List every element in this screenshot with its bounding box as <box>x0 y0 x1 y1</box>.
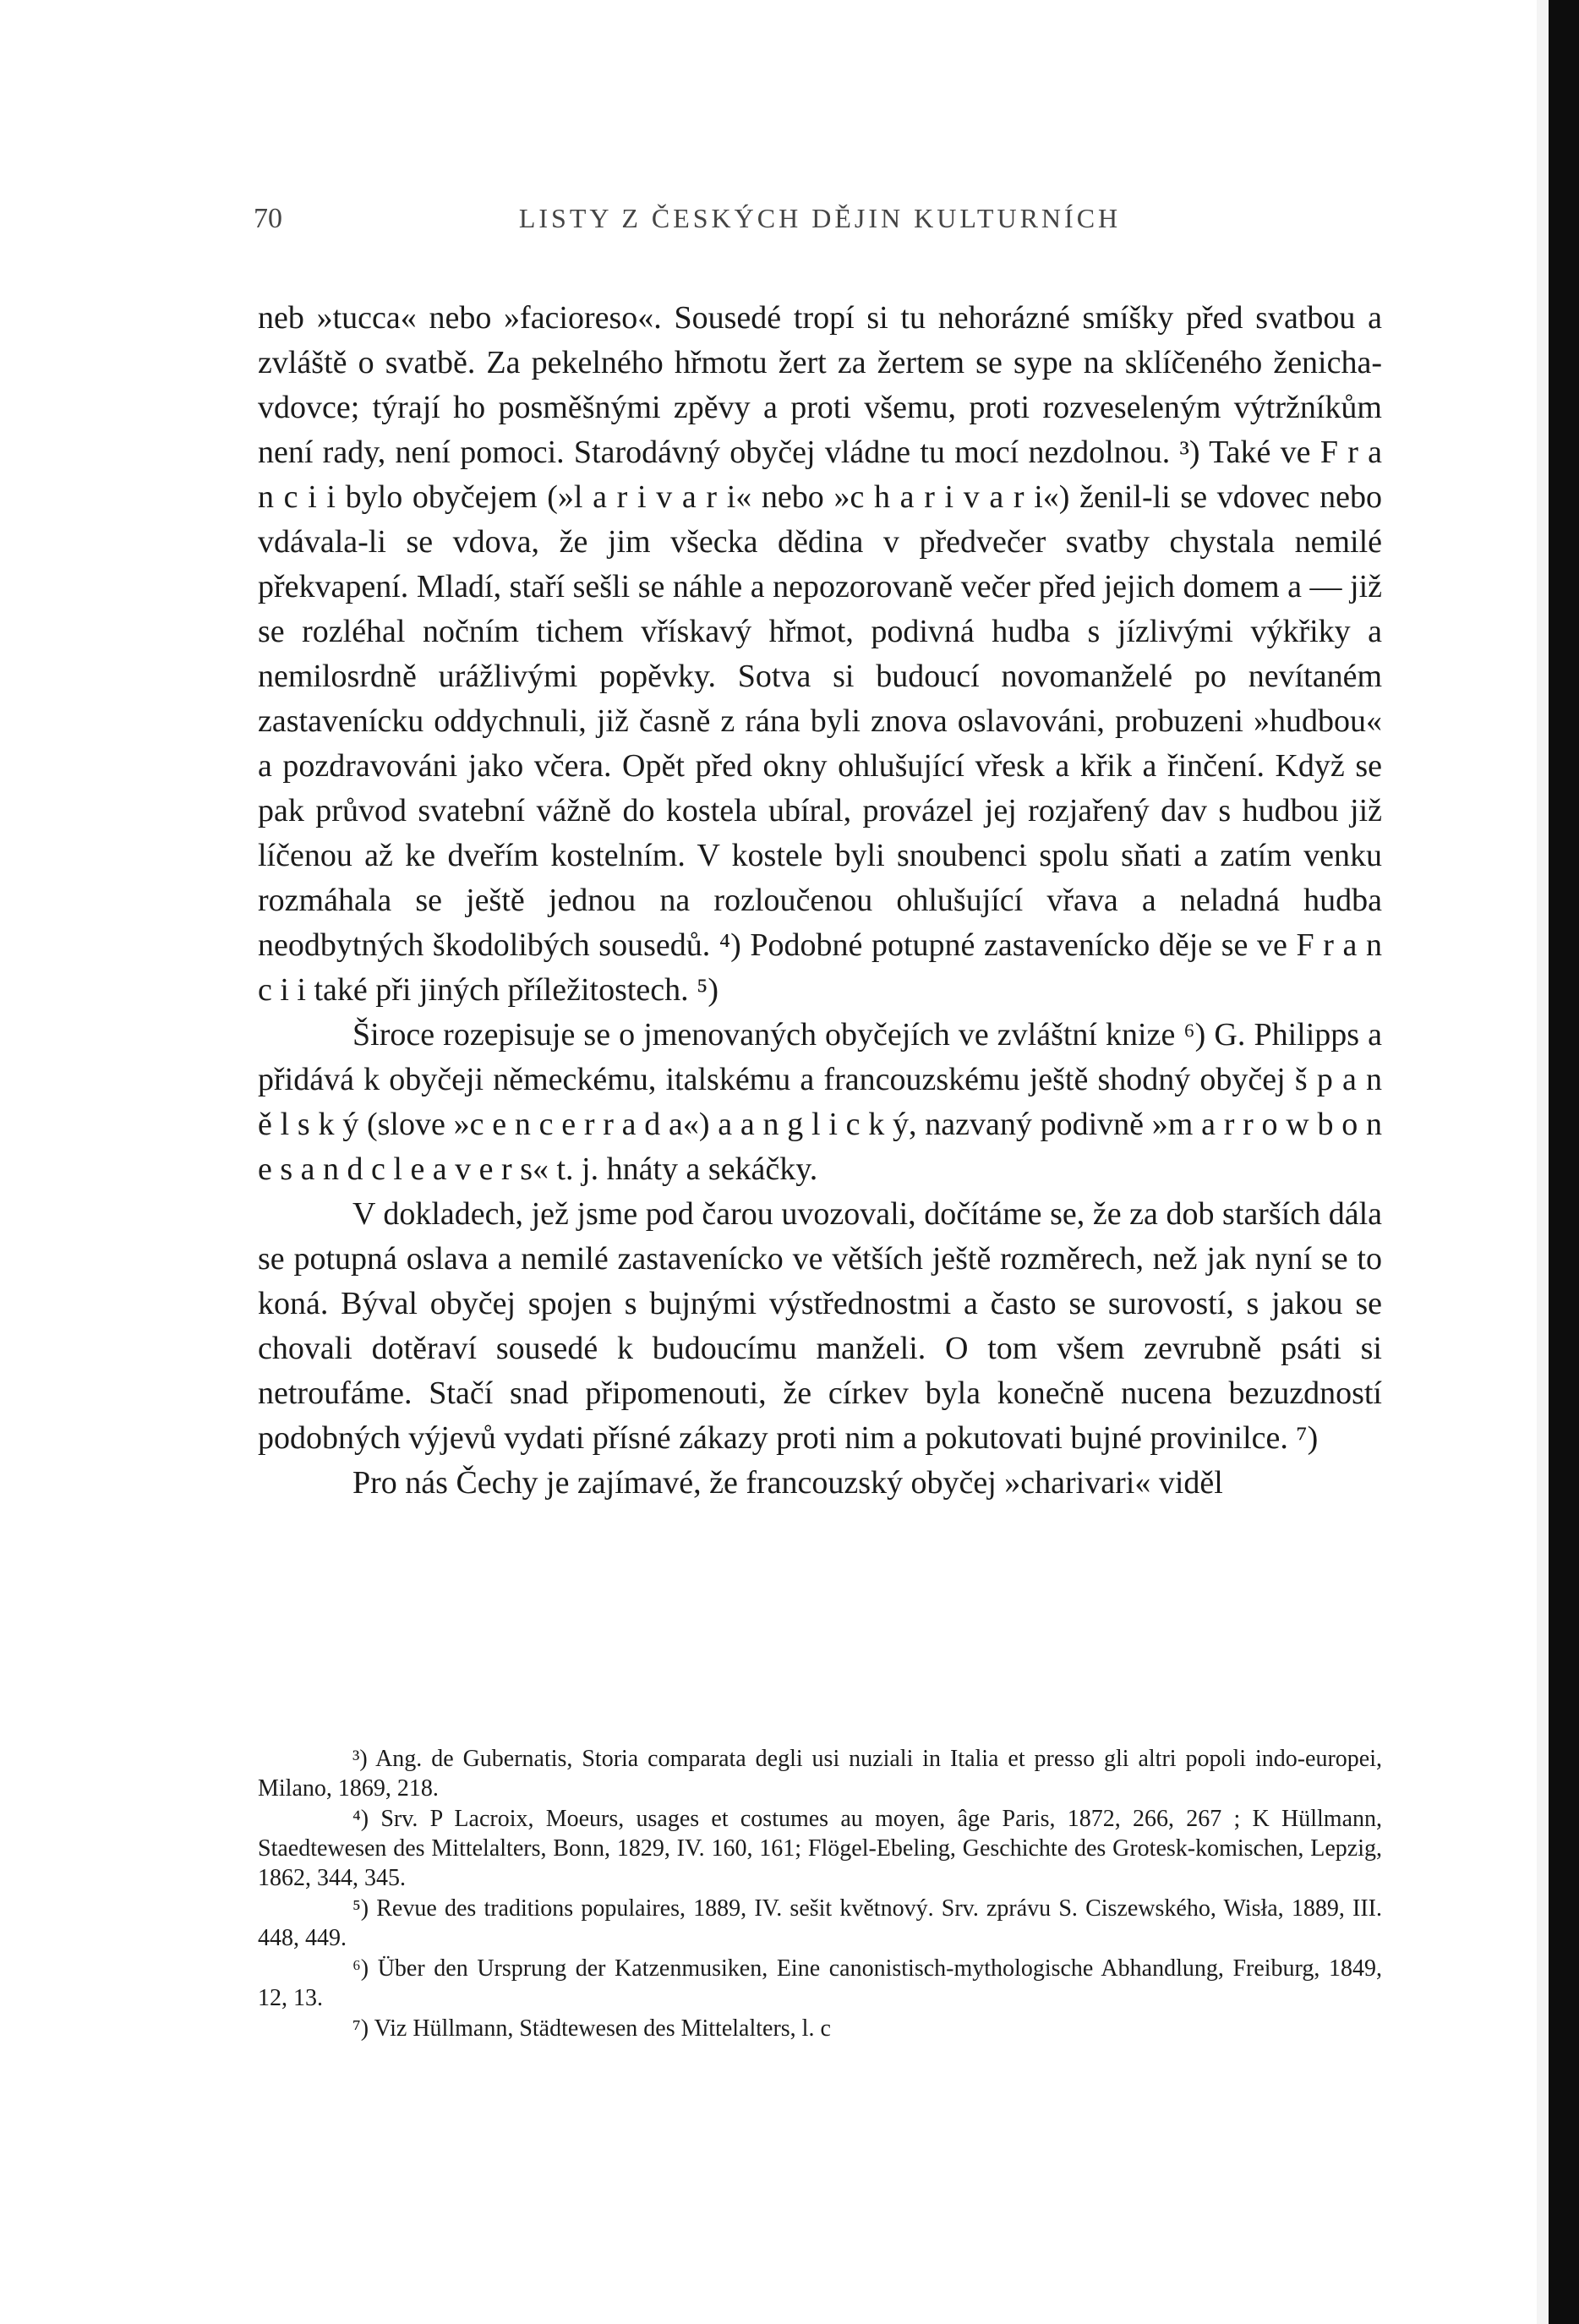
running-title: LISTY Z ČESKÝCH DĚJIN KULTURNÍCH <box>518 203 1122 233</box>
paragraph: neb »tucca« nebo »facioreso«. Sousedé tropí si tu nehorázné smíšky před svatbou a zvláště o svatbě. Za pekelného hřmotu žert za žertem se sype na sklíčeného ženicha-vdovce; týrají ho posměšnými zpěvy a proti všemu, proti rozveseleným výtržníkům není rady, není pomoci. Starodávný obyčej vládne tu mocí nezdolnou. ³) Také ve F r a n c i i bylo obyčejem (»l a r i v a r i« nebo »c h a r i v a r i«) ženil-li se vdovec nebo vdávala-li se vdova, že jim všecka dědina v předvečer svatby chystala nemilé překvapení. Mladí, staří sešli se náhle a nepozorovaně večer před jejich domem a — již se rozléhal nočním tichem vřískavý hřmot, podivná hudba s jízlivými výkřiky a nemilosrdně urážlivými popěvky. Sotva si budoucí novomanželé po nevítaném zastavenícku oddychnuli, již časně z rána byli znova oslavováni, probuzeni »hudbou« a pozdravováni jako včera. Opět před okny ohlušující vřesk a křik a řinčení. Když se pak průvod svatební vážně do kostela ubíral, provázel jej rozjařený dav s hudbou již líčenou až ke dveřím kostelním. V kostele byli snoubenci spolu sňati a zatím venku rozmáhala se ještě jednou na rozloučenou ohlušující vřava a neladná hudba neodbytných škodolibých sousedů. ⁴) Podobné potupné zastavenícko děje se ve F r a n c i i také při jiných příležitostech. ⁵) <box>258 300 1382 1008</box>
footnote: ³) Ang. de Gubernatis, Storia comparata degli usi nuziali in Italia et presso gli altri popoli indo-europei, Milano, 1869, 218. <box>258 1746 1382 1802</box>
scan-border <box>1549 0 1579 2324</box>
paragraph: Pro nás Čechy je zajímavé, že francouzský obyčej »charivari« viděl <box>352 1465 1223 1501</box>
footnote: ⁷) Viz Hüllmann, Städtewesen des Mittelalters, l. c <box>352 2015 831 2042</box>
footnote: ⁶) Über den Ursprung der Katzenmusiken, Eine canonistisch-mythologische Abhandlung, Freiburg, 1849, 12, 13. <box>258 1955 1382 2011</box>
footnote: ⁴) Srv. P Lacroix, Moeurs, usages et costumes au moyen, âge Paris, 1872, 266, 267 ; K Hüllmann, Staedtewesen des Mittelalters, Bonn, 1829, IV. 160, 161; Flögel-Ebeling, Geschichte des Grotesk-komischen, Lepzig, 1862, 344, 345. <box>258 1806 1382 1891</box>
paragraph: V dokladech, jež jsme pod čarou uvozovali, dočítáme se, že za dob starších dála se potupná oslava a nemilé zastavenícko ve větších ještě rozměrech, než jak nyní se to koná. Býval obyčej spojen s bujnými výstřednostmi a často se surovostí, s jakou se chovali dotěraví sousedé k budoucímu manželi. O tom všem zevrubně psáti si netroufáme. Stačí snad připomenouti, že církev byla konečně nucena bezuzdností podobných výjevů vydati přísné zákazy proti nim a pokutovati bujné provinilce. ⁷) <box>258 1196 1382 1456</box>
page-edge <box>1537 0 1549 2324</box>
footnote: ⁵) Revue des traditions populaires, 1889, IV. sešit květnový. Srv. zprávu S. Ciszewského, Wisła, 1889, III. 448, 449. <box>258 1895 1382 1951</box>
footnotes <box>258 1744 1382 2044</box>
body-text <box>258 296 1382 1506</box>
page-header <box>254 203 1386 245</box>
page-number: 70 <box>254 203 282 234</box>
paragraph: Široce rozepisuje se o jmenovaných obyčejích ve zvláštní knize ⁶) G. Philipps a přidává k obyčeji německému, italskému a francouzskému ještě shodný obyčej š p a n ě l s k ý (slove »c e n c e r r a d a«) a a n g l i c k ý, nazvaný podivně »m a r r o w b o n e s a n d c l e a v e r s« t. j. hnáty a sekáčky. <box>258 1017 1382 1187</box>
